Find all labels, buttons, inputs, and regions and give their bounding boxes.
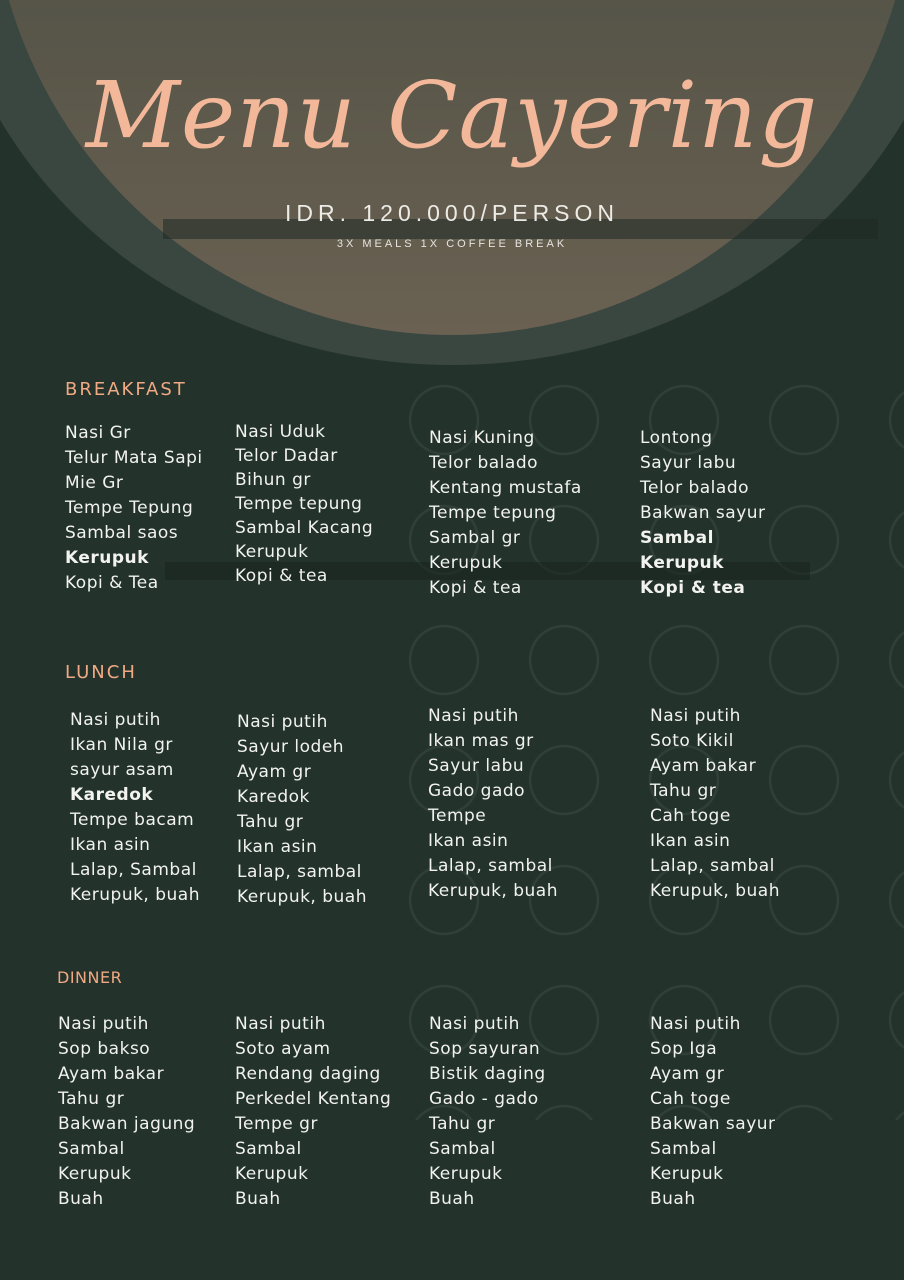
dinner-heading: DINNER (57, 968, 123, 987)
menu-item: Buah (650, 1189, 696, 1209)
menu-item: Sambal (640, 528, 714, 548)
menu-item: Kerupuk (235, 542, 309, 562)
menu-item: Sambal gr (429, 528, 521, 548)
menu-item: Tempe bacam (70, 810, 195, 830)
menu-item: Kentang mustafa (429, 478, 582, 498)
menu-item: Kerupuk (640, 553, 724, 573)
menu-item: Ikan asin (70, 835, 151, 855)
menu-item: Bakwan jagung (58, 1114, 196, 1134)
menu-item: Sayur labu (428, 756, 525, 776)
menu-item: Mie Gr (65, 473, 124, 493)
menu-item: Bakwan sayur (640, 503, 766, 523)
menu-item: Sambal Kacang (235, 518, 374, 538)
menu-item: Nasi Gr (65, 423, 131, 443)
menu-item: Lalap, sambal (650, 856, 775, 876)
menu-item: Ayam bakar (650, 756, 757, 776)
menu-item: Kerupuk (235, 1164, 309, 1184)
menu-item: Tahu gr (650, 781, 717, 801)
menu-item: Bihun gr (235, 470, 311, 490)
dinner-menu-3 (429, 1012, 546, 1212)
menu-item: Nasi putih (428, 706, 519, 726)
menu-item: Tempe Tepung (65, 498, 194, 518)
menu-item: Perkedel Kentang (235, 1089, 392, 1109)
menu-item: Kopi & tea (640, 578, 746, 598)
menu-item: Buah (429, 1189, 475, 1209)
menu-item: Sambal (235, 1139, 302, 1159)
menu-item: Kerupuk, buah (237, 887, 367, 907)
menu-item: Ikan asin (428, 831, 509, 851)
dinner-menu-2 (235, 1012, 391, 1212)
menu-title: Menu Cayering (85, 62, 819, 169)
lunch-heading: LUNCH (65, 662, 137, 683)
breakfast-heading: BREAKFAST (65, 379, 187, 400)
menu-item: Lalap, Sambal (70, 860, 197, 880)
menu-item: Nasi putih (70, 710, 161, 730)
menu-item: Ikan Nila gr (70, 735, 173, 755)
menu-item: Ayam bakar (58, 1064, 165, 1084)
lunch-menu-2 (237, 710, 367, 910)
breakfast-menu-4 (640, 426, 766, 601)
menu-item: Sambal saos (65, 523, 179, 543)
menu-item: Karedok (237, 787, 310, 807)
menu-item: Kerupuk (429, 553, 503, 573)
menu-item: Ayam gr (237, 762, 312, 782)
menu-item: Sop bakso (58, 1039, 151, 1059)
menu-item: Nasi putih (650, 1014, 741, 1034)
menu-item: Lalap, sambal (237, 862, 362, 882)
menu-item: Kopi & tea (235, 566, 328, 586)
menu-item: Ikan mas gr (428, 731, 534, 751)
menu-item: Nasi putih (237, 712, 328, 732)
menu-item: Buah (58, 1189, 104, 1209)
menu-item: Kerupuk (65, 548, 149, 568)
breakfast-menu-2 (235, 420, 373, 588)
menu-item: Sayur labu (640, 453, 737, 473)
menu-item: Sambal (650, 1139, 717, 1159)
menu-item: Kerupuk (650, 1164, 724, 1184)
menu-item: Sambal (429, 1139, 496, 1159)
menu-item: Gado gado (428, 781, 526, 801)
menu-item: Tahu gr (237, 812, 304, 832)
menu-item: Tahu gr (429, 1114, 496, 1134)
lunch-menu-3 (428, 704, 558, 904)
menu-item: Tempe (428, 806, 487, 826)
menu-item: Cah toge (650, 806, 731, 826)
menu-item: Bistik daging (429, 1064, 546, 1084)
menu-item: Tempe gr (235, 1114, 318, 1134)
menu-item: Bakwan sayur (650, 1114, 776, 1134)
menu-item: Tempe tepung (235, 494, 363, 514)
menu-item: Soto ayam (235, 1039, 331, 1059)
menu-item: Ayam gr (650, 1064, 725, 1084)
price-label: IDR. 120.000/PERSON (284, 200, 620, 226)
menu-item: sayur asam (70, 760, 174, 780)
menu-item: Kerupuk, buah (70, 885, 200, 905)
menu-item: Sambal (58, 1139, 125, 1159)
menu-item: Kerupuk, buah (650, 881, 780, 901)
menu-item: Telur Mata Sapi (65, 448, 203, 468)
menu-item: Buah (235, 1189, 281, 1209)
breakfast-menu-1 (65, 421, 203, 596)
menu-item: Nasi Uduk (235, 422, 326, 442)
menu-item: Cah toge (650, 1089, 731, 1109)
menu-item: Sayur lodeh (237, 737, 345, 757)
menu-item: Lontong (640, 428, 713, 448)
menu-item: Gado - gado (429, 1089, 539, 1109)
menu-item: Lalap, sambal (428, 856, 553, 876)
menu-item: Nasi putih (58, 1014, 149, 1034)
menu-item: Nasi Kuning (429, 428, 535, 448)
menu-item: Telor balado (640, 478, 750, 498)
menu-item: Tahu gr (58, 1089, 125, 1109)
lunch-menu-1 (70, 708, 200, 908)
lunch-menu-4 (650, 704, 780, 904)
menu-item: Nasi putih (235, 1014, 326, 1034)
menu-item: Kopi & tea (429, 578, 522, 598)
menu-item: Kerupuk (58, 1164, 132, 1184)
menu-item: Nasi putih (429, 1014, 520, 1034)
menu-item: Rendang daging (235, 1064, 381, 1084)
menu-item: Kopi & Tea (65, 573, 159, 593)
menu-item: Kerupuk (429, 1164, 503, 1184)
menu-item: Kerupuk, buah (428, 881, 558, 901)
menu-item: Sop Iga (650, 1039, 718, 1059)
menu-item: Tempe tepung (429, 503, 557, 523)
menu-item: Telor balado (429, 453, 539, 473)
menu-item: Nasi putih (650, 706, 741, 726)
menu-item: Karedok (70, 785, 154, 805)
menu-item: Ikan asin (650, 831, 731, 851)
menu-item: Ikan asin (237, 837, 318, 857)
meals-subtitle: 3X MEALS 1X COFFEE BREAK (336, 238, 568, 250)
dinner-menu-1 (58, 1012, 195, 1212)
dinner-menu-4 (650, 1012, 776, 1212)
menu-item: Sop sayuran (429, 1039, 541, 1059)
menu-item: Soto Kikil (650, 731, 734, 751)
breakfast-menu-3 (429, 426, 582, 601)
menu-item: Telor Dadar (235, 446, 338, 466)
